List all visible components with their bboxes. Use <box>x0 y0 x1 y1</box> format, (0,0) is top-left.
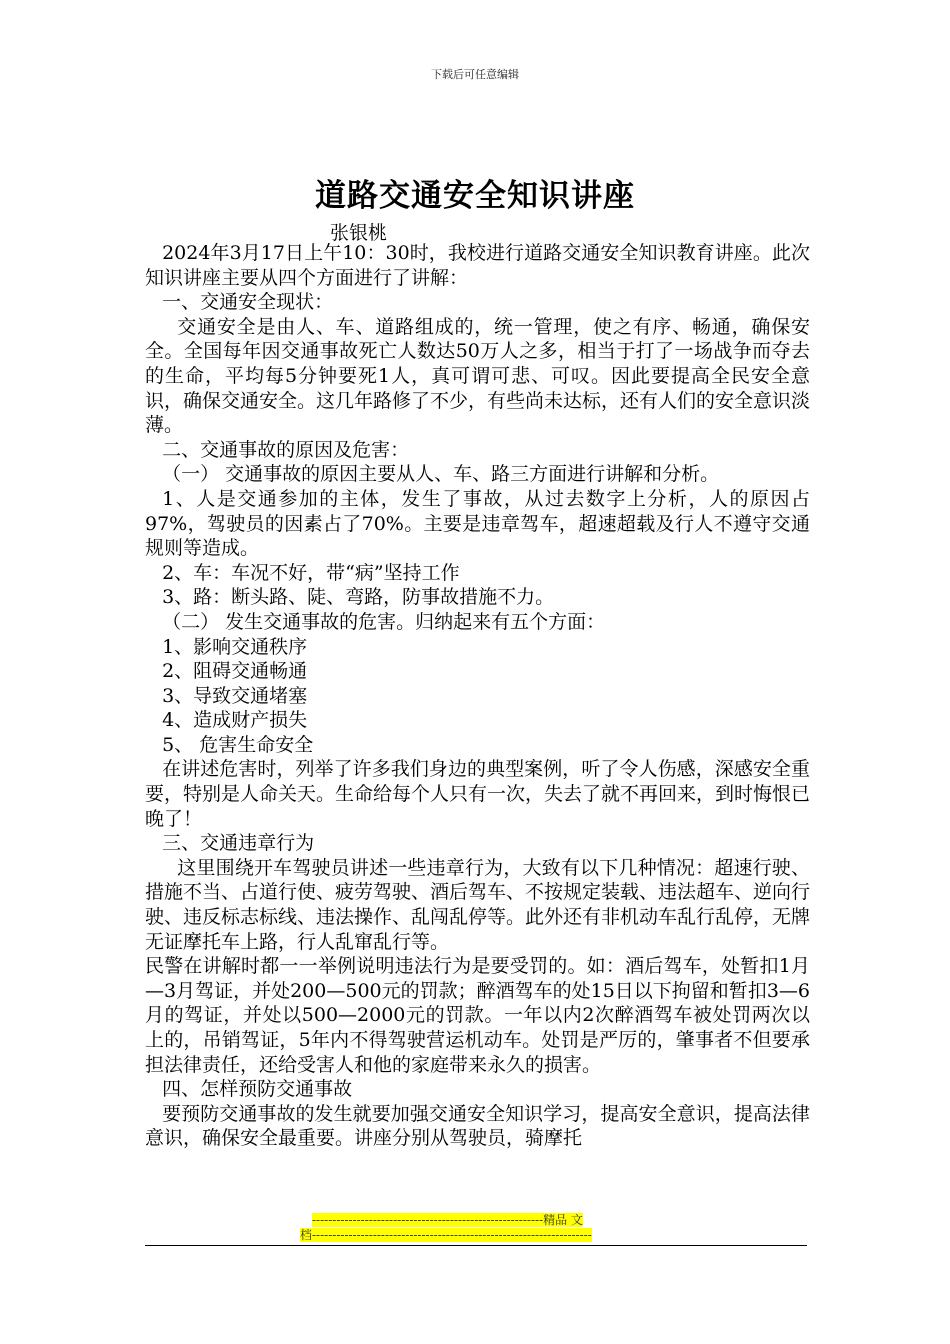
section-heading: 一、交通安全现状： <box>162 291 334 314</box>
paragraph: 要预防交通事故的发生就要加强交通安全知识学习，提高安全意识，提高法律意识，确保安全最重要。讲座分别从驾驶员，骑摩托 <box>145 1102 810 1150</box>
author-name: 张银桃 <box>330 222 388 244</box>
footer-rule <box>145 1245 807 1246</box>
list-item: 3、路：断头路、陡、弯路，防事故措施不力。 <box>162 586 555 609</box>
subsection-heading: （二） 发生交通事故的危害。归纳起来有五个方面： <box>162 610 606 633</box>
list-item: 3、导致交通堵塞 <box>162 684 308 707</box>
footer-line-2: 档--------------------------------------------------------------------- <box>300 1228 592 1242</box>
paragraph: 民警在讲解时都一一举例说明违法行为是要受罚的。如：酒后驾车，处暂扣1月—3月驾证，并处200—500元的罚款；醉酒驾车的处15日以下拘留和暂扣3—6月的驾证，并处以500—2000元的罚款。一年以内2次醉酒驾车被处罚两次以上的，吊销驾证，5年内不得驾驶营运机动车。处罚是严厉的，肇事者不但要承担法律责任，还给受害人和他的家庭带来永久的损害。 <box>145 955 810 1076</box>
paragraph: 2024年3月17日上午10：30时，我校进行道路交通安全知识教育讲座。此次知识讲座主要从四个方面进行了讲解： <box>145 242 810 289</box>
list-item: 4、造成财产损失 <box>162 709 308 732</box>
list-item: 2、车：车况不好，带“病”坚持工作 <box>162 561 460 584</box>
footer-watermark <box>300 1213 650 1243</box>
section-heading: 四、怎样预防交通事故 <box>162 1078 353 1101</box>
subsection-heading: （一） 交通事故的原因主要从人、车、路三方面进行讲解和分析。 <box>162 463 720 486</box>
paragraph: 这里围绕开车驾驶员讲述一些违章行为，大致有以下几种情况：超速行驶、措施不当、占道行使、疲劳驾驶、酒后驾车、不按规定装载、违法超车、逆向行驶、违反标志标线、违法操作、乱闯乱停等。此外还有非机动车乱行乱停，无牌无证摩托车上路，行人乱窜乱行等。 <box>145 856 811 953</box>
list-item: 1、影响交通秩序 <box>162 635 308 658</box>
paragraph: 1、人是交通参加的主体，发生了事故，从过去数字上分析，人的原因占97%，驾驶员的因素占了70%。主要是违章驾车，超速超载及行人不遵守交通规则等造成。 <box>145 487 810 560</box>
header-note: 下载后可任意编辑 <box>431 68 519 81</box>
document-title: 道路交通安全知识讲座 <box>315 178 635 214</box>
footer-line-1: ---------------------------------------------------------精品 文 <box>312 1213 583 1227</box>
list-item: 2、阻碍交通畅通 <box>162 660 308 683</box>
paragraph: 交通安全是由人、车、道路组成的，统一管理，使之有序、畅通，确保安全。全国每年因交通事故死亡人数达50万人之多，相当于打了一场战争而夺去的生命，平均每5分钟要死1人，真可谓可悲、可叹。因此要提高全民安全意识，确保交通安全。这几年路修了不少，有些尚未达标，还有人们的安全意识淡薄。 <box>145 315 811 437</box>
section-heading: 三、交通违章行为 <box>162 832 315 855</box>
paragraph: 在讲述危害时，列举了许多我们身边的典型案例，听了令人伤感，深感安全重要，特别是人命关天。生命给每个人只有一次，失去了就不再回来，到时悔恨已晚了！ <box>145 758 811 830</box>
list-item: 5、 危害生命安全 <box>162 733 314 756</box>
document-body <box>145 241 810 1151</box>
section-heading: 二、交通事故的原因及危害： <box>162 438 410 461</box>
